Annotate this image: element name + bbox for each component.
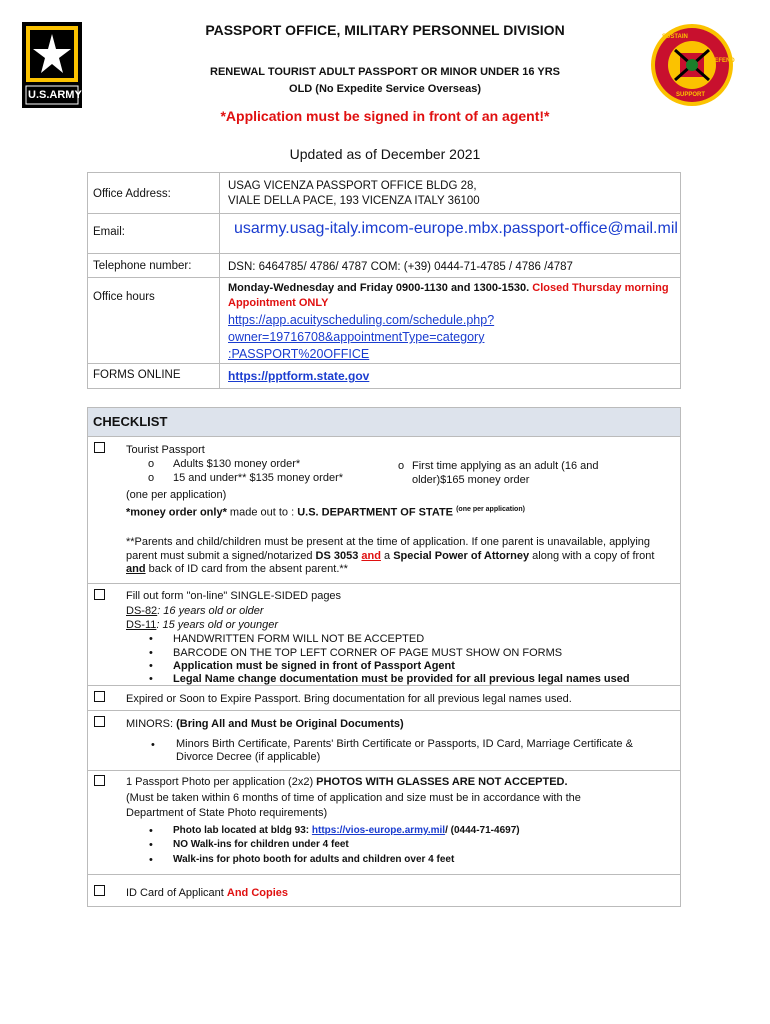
checklist-header [88, 408, 680, 436]
checkbox-tourist-passport[interactable] [94, 442, 105, 453]
info-column-divider [219, 173, 220, 388]
hours-appointment: Appointment ONLY [228, 297, 329, 309]
minors-label-bold: (Bring All and Must be Original Documents) [176, 718, 404, 730]
bullet-dot-icon: • [151, 739, 155, 751]
photo-walkins-booth: Walk-ins for photo booth for adults and children over 4 feet [173, 854, 455, 865]
minors-label: MINORS: [126, 718, 177, 730]
photo-lab-text: Photo lab located at bldg 93: [173, 825, 312, 836]
fee-first-time-line-2: older)$165 money order [412, 474, 530, 486]
bullet-dot-icon: • [149, 647, 153, 659]
forms-online-label: FORMS ONLINE [93, 369, 181, 381]
info-row-divider [88, 253, 680, 254]
office-hours-value [228, 281, 678, 363]
crest-text-side: DEFEND [710, 58, 735, 64]
parents-and-red: and [361, 549, 381, 562]
office-info-table [87, 172, 681, 389]
logo-text: U.S.ARMY [28, 89, 82, 101]
form-ds11-line [126, 618, 278, 632]
info-row-divider [88, 277, 680, 278]
parents-line-2c: along with a copy of front [529, 549, 655, 562]
hours-main: Monday-Wednesday and Friday 0900-1130 and 1300-1530. [228, 282, 530, 294]
form-rule-legal-name: Legal Name change documentation must be provided for all previous legal names used [173, 673, 630, 685]
bullet-circle-icon: o [398, 460, 405, 472]
bullet-dot-icon: • [149, 839, 153, 851]
form-ds3053: DS 3053 [315, 549, 359, 562]
email-link[interactable]: usarmy.usag-italy.imcom-europe.mbx.passport-office@mail.mil [234, 220, 678, 237]
checkbox-id-card[interactable] [94, 885, 105, 896]
photo-line-3: Department of State Photo requirements) [126, 807, 328, 819]
checklist-heading: CHECKLIST [93, 414, 168, 429]
form-ds11-desc: : 15 years old or younger [156, 619, 279, 631]
checklist-divider [88, 770, 680, 771]
parents-requirement [126, 536, 678, 577]
scheduling-link-line-1[interactable]: https://app.acuityscheduling.com/schedule.php?owner=19716708&appointmentType=category [228, 313, 495, 344]
updated-date: Updated as of December 2021 [289, 146, 481, 162]
fee-minors: 15 and under** $135 money order* [173, 472, 344, 484]
scheduling-link[interactable] [228, 312, 678, 363]
id-card-text: ID Card of Applicant [126, 887, 227, 899]
money-order-payee: U.S. DEPARTMENT OF STATE [297, 506, 454, 519]
minors-documents [176, 738, 633, 764]
photo-no-walkins: NO Walk-ins for children under 4 feet [173, 839, 349, 850]
money-order-only: *money order only* [126, 506, 227, 519]
special-power-of-attorney: Special Power of Attorney [393, 549, 530, 562]
fee-first-time-line-1: First time applying as an adult (16 and [412, 460, 599, 472]
item-passport-photo [126, 775, 581, 820]
form-rule-handwritten: HANDWRITTEN FORM WILL NOT BE ACCEPTED [173, 633, 425, 645]
office-hours-label: Office hours [93, 291, 155, 303]
office-address-label: Office Address: [93, 188, 171, 200]
photo-line-2: (Must be taken within 6 months of time of application and size must be in accordance with the [126, 792, 581, 804]
checkbox-minors[interactable] [94, 716, 105, 727]
expired-passport-docs: Bring documentation for all previous legal names used. [300, 693, 572, 705]
email-label: Email: [93, 226, 125, 238]
checkbox-passport-photo[interactable] [94, 775, 105, 786]
parents-and-bold: and [126, 563, 146, 575]
minors-documents-line-2: Divorce Decree (if applicable) [176, 751, 321, 763]
photo-line-1a: 1 Passport Photo per application (2x2) [126, 776, 317, 788]
bullet-circle-icon: o [148, 458, 155, 470]
subtitle-line-2: OLD (No Expedite Service Overseas) [289, 83, 481, 95]
bullet-circle-icon: o [148, 472, 155, 484]
expired-passport-text: Expired or Soon to Expire Passport. [126, 693, 301, 705]
signature-warning: *Application must be signed in front of an agent!* [220, 108, 550, 124]
photo-lab-phone: / (0444-71-4697) [445, 825, 520, 836]
telephone-label: Telephone number: [93, 260, 192, 272]
form-rule-signed: Application must be signed in front of Passport Agent [173, 660, 455, 672]
minors-documents-line-1: Minors Birth Certificate, Parents' Birth Certificate or Passports, ID Card, Marriage Certificate & [176, 738, 633, 750]
bullet-dot-icon: • [149, 673, 153, 685]
item-fill-out-form-title: Fill out form "on-line" SINGLE-SIDED pages [126, 590, 342, 602]
checklist-divider [88, 583, 680, 584]
hours-closed: Closed Thursday morning [532, 282, 669, 294]
info-row-divider [88, 363, 680, 364]
bullet-dot-icon: • [149, 825, 153, 837]
form-ds82: DS-82 [126, 605, 158, 617]
checklist-divider [88, 874, 680, 875]
photo-glasses-warning: PHOTOS WITH GLASSES ARE NOT ACCEPTED. [316, 776, 568, 788]
parents-line-1: **Parents and child/children must be present at the time of application. If one parent is unavailable, applying [126, 536, 651, 548]
money-order-superscript: (one per application) [456, 506, 525, 513]
telephone-value: DSN: 6464785/ 4786/ 4787 COM: (+39) 0444-71-4785 / 4786 /4787 [228, 261, 573, 273]
money-order-note [126, 503, 525, 520]
photo-lab-location [173, 824, 520, 838]
info-row-divider [88, 213, 680, 214]
checklist-table [87, 407, 681, 907]
office-address-value [228, 179, 480, 209]
parents-line-2a: parent must submit a signed/notarized [126, 549, 316, 562]
subtitle-line-1: RENEWAL TOURIST ADULT PASSPORT OR MINOR UNDER 16 YRS [210, 66, 560, 78]
form-ds11: DS-11 [126, 619, 157, 631]
address-line-1: USAG VICENZA PASSPORT OFFICE BLDG 28, [228, 180, 477, 192]
crest-text-bottom: SUPPORT [676, 92, 706, 98]
bullet-dot-icon: • [149, 660, 153, 672]
item-tourist-passport-title: Tourist Passport [126, 444, 205, 456]
id-card-copies: And Copies [226, 887, 289, 899]
scheduling-link-line-2[interactable]: :PASSPORT%20OFFICE [228, 347, 370, 361]
photo-lab-link[interactable]: https://vios-europe.army.mil [311, 825, 446, 836]
address-line-2: VIALE DELLA PACE, 193 VICENZA ITALY 36100 [228, 195, 480, 207]
checklist-divider [88, 710, 680, 711]
parents-line-2b: a [380, 549, 394, 562]
form-ds82-line [126, 604, 264, 618]
item-minors-title [126, 717, 404, 731]
crest-text-top: SUSTAIN [662, 34, 688, 40]
checklist-divider [88, 436, 680, 437]
parents-line-3: back of ID card from the absent parent.** [145, 563, 348, 575]
form-rule-barcode: BARCODE ON THE TOP LEFT CORNER OF PAGE MUST SHOW ON FORMS [173, 647, 563, 659]
page-title: PASSPORT OFFICE, MILITARY PERSONNEL DIVISION [205, 22, 565, 38]
one-per-application: (one per application) [126, 489, 227, 501]
item-expired-passport [126, 692, 572, 706]
item-id-card [126, 886, 288, 900]
forms-online-link[interactable]: https://pptform.state.gov [228, 369, 370, 383]
money-order-made-out: made out to : [226, 506, 298, 519]
checkbox-expired-passport[interactable] [94, 691, 105, 702]
checkbox-fill-out-form[interactable] [94, 589, 105, 600]
fee-adults: Adults $130 money order* [173, 458, 301, 470]
form-ds82-desc: : 16 years old or older [157, 605, 264, 617]
bullet-dot-icon: • [149, 633, 153, 645]
bullet-dot-icon: • [149, 854, 153, 866]
page-subtitle [0, 64, 770, 98]
fee-first-time-adult [412, 459, 599, 487]
